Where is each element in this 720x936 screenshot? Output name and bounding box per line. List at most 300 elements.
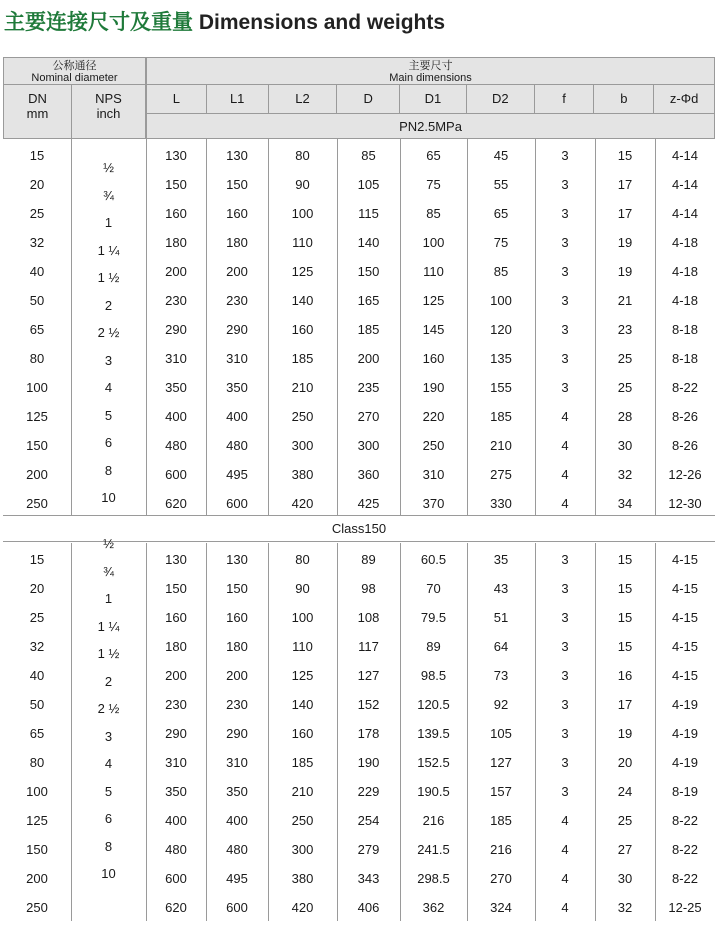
nominal-cn-label: 公称通径 bbox=[52, 60, 97, 72]
col-header-D: D bbox=[337, 85, 400, 113]
cell-z: 12-25 bbox=[668, 900, 702, 915]
cell-z: 8-22 bbox=[671, 871, 699, 886]
cell-D2: 45 bbox=[493, 148, 509, 163]
col-header-D2: D2 bbox=[467, 85, 535, 113]
cell-D: 235 bbox=[357, 380, 380, 395]
cell-L: 200 bbox=[165, 264, 187, 279]
cell-b: 25 bbox=[617, 351, 633, 366]
cell-f: 3 bbox=[561, 755, 569, 770]
cell-L: 600 bbox=[165, 871, 187, 886]
nps-cell: 1 ¼ bbox=[97, 618, 120, 634]
cell-L2: 90 bbox=[295, 177, 310, 192]
cell-L: 400 bbox=[165, 409, 187, 424]
cell-D: 165 bbox=[357, 293, 380, 308]
cell-D1: 89 bbox=[426, 639, 441, 654]
cell-L2: 420 bbox=[291, 900, 314, 915]
cell-D1: 190.5 bbox=[417, 784, 450, 799]
cell-L: 230 bbox=[165, 697, 187, 712]
dn-cell: 25 bbox=[29, 206, 45, 221]
nominal-diameter-header bbox=[3, 57, 146, 139]
cell-D1: 100 bbox=[422, 235, 445, 250]
cell-D: 152 bbox=[357, 697, 380, 712]
cell-D2: 64 bbox=[493, 639, 509, 654]
dn-cell: 65 bbox=[29, 322, 45, 337]
cell-L1: 200 bbox=[226, 668, 248, 683]
nps-cell: 5 bbox=[104, 407, 113, 423]
cell-b: 32 bbox=[617, 467, 633, 482]
nps-cell: 1 ¼ bbox=[97, 242, 120, 258]
cell-D1: 98.5 bbox=[420, 668, 447, 683]
cell-L2: 300 bbox=[291, 842, 314, 857]
cell-f: 3 bbox=[561, 264, 569, 279]
dn-cell: 15 bbox=[29, 552, 45, 567]
cell-z: 4-19 bbox=[671, 755, 699, 770]
cell-b: 17 bbox=[617, 177, 633, 192]
cell-b: 15 bbox=[617, 610, 633, 625]
dn-cell: 125 bbox=[26, 813, 48, 828]
cell-f: 3 bbox=[561, 351, 569, 366]
cell-L: 310 bbox=[165, 755, 187, 770]
cell-D: 127 bbox=[357, 668, 380, 683]
dn-cell: 80 bbox=[29, 755, 45, 770]
cell-b: 23 bbox=[617, 322, 633, 337]
table-row bbox=[3, 893, 715, 922]
cell-L2: 125 bbox=[291, 668, 314, 683]
cell-L2: 100 bbox=[291, 206, 314, 221]
col-header-L1: L1 bbox=[207, 85, 269, 113]
nps-cell: 1 ½ bbox=[97, 646, 120, 661]
cell-b: 19 bbox=[617, 264, 633, 279]
cell-L1: 230 bbox=[226, 697, 248, 712]
cell-z: 4-19 bbox=[671, 697, 699, 712]
cell-D2: 330 bbox=[490, 496, 512, 511]
cell-b: 30 bbox=[617, 871, 633, 886]
cell-L1: 350 bbox=[226, 784, 248, 799]
cell-L: 290 bbox=[165, 726, 187, 741]
cell-z: 4-18 bbox=[671, 293, 699, 308]
cell-f: 4 bbox=[561, 496, 569, 511]
dn-header: DN mm bbox=[4, 85, 72, 138]
column-headers bbox=[146, 85, 715, 114]
cell-D1: 75 bbox=[426, 177, 441, 192]
dn-cell: 50 bbox=[29, 293, 45, 308]
cell-D2: 155 bbox=[490, 380, 512, 395]
cell-D: 117 bbox=[358, 639, 379, 654]
cell-L1: 130 bbox=[226, 552, 248, 567]
cell-L1: 290 bbox=[226, 322, 248, 337]
cell-z: 4-15 bbox=[671, 581, 699, 596]
cell-f: 4 bbox=[561, 871, 569, 886]
cell-L1: 160 bbox=[226, 206, 248, 221]
cell-D1: 298.5 bbox=[417, 871, 450, 886]
nps-cell: 2 ½ bbox=[97, 701, 120, 716]
dn-cell: 32 bbox=[29, 639, 45, 654]
cell-D2: 275 bbox=[490, 467, 512, 482]
dn-cell: 50 bbox=[29, 697, 45, 712]
cell-z: 4-15 bbox=[671, 668, 699, 683]
cell-z: 4-15 bbox=[671, 552, 699, 567]
cell-f: 3 bbox=[561, 784, 569, 799]
cell-L2: 140 bbox=[291, 293, 314, 308]
cell-b: 24 bbox=[617, 784, 633, 799]
cell-L1: 600 bbox=[226, 900, 248, 915]
cell-L1: 130 bbox=[226, 148, 248, 163]
dn-cell: 125 bbox=[26, 409, 48, 424]
cell-L: 400 bbox=[165, 813, 187, 828]
cell-D2: 65 bbox=[493, 206, 509, 221]
cell-f: 3 bbox=[561, 726, 569, 741]
cell-D: 178 bbox=[357, 726, 380, 741]
cell-D: 98 bbox=[361, 581, 376, 596]
nps-cell: 10 bbox=[101, 490, 116, 505]
cell-L: 620 bbox=[165, 496, 187, 511]
cell-D1: 120.5 bbox=[417, 697, 450, 712]
nps-cell: 5 bbox=[104, 783, 113, 799]
cell-D1: 370 bbox=[422, 496, 445, 511]
cell-z: 4-14 bbox=[671, 148, 699, 163]
dn-cell: 200 bbox=[26, 467, 48, 482]
cell-D: 105 bbox=[357, 177, 380, 192]
cell-b: 19 bbox=[617, 726, 633, 741]
cell-L1: 400 bbox=[226, 813, 248, 828]
class150-table-body bbox=[3, 536, 715, 921]
cell-b: 25 bbox=[617, 813, 633, 828]
cell-f: 4 bbox=[561, 409, 569, 424]
cell-D2: 157 bbox=[490, 784, 512, 799]
cell-D1: 152.5 bbox=[417, 755, 450, 770]
cell-D1: 145 bbox=[422, 322, 445, 337]
cell-b: 25 bbox=[617, 380, 633, 395]
cell-b: 21 bbox=[617, 293, 633, 308]
cell-L1: 180 bbox=[226, 639, 248, 654]
cell-D1: 216 bbox=[422, 813, 445, 828]
cell-L1: 200 bbox=[226, 264, 248, 279]
cell-b: 17 bbox=[617, 697, 633, 712]
cell-L2: 210 bbox=[291, 380, 314, 395]
cell-L2: 140 bbox=[291, 697, 314, 712]
cell-D2: 120 bbox=[490, 322, 512, 337]
cell-L2: 380 bbox=[291, 871, 314, 886]
col-header-z: z-Φd bbox=[669, 91, 699, 106]
cell-b: 32 bbox=[617, 900, 633, 915]
cell-D: 200 bbox=[357, 351, 380, 366]
cell-f: 4 bbox=[561, 813, 569, 828]
cell-L2: 210 bbox=[291, 784, 314, 799]
cell-D: 425 bbox=[357, 496, 380, 511]
cell-b: 16 bbox=[617, 668, 633, 683]
nps-header: NPS inch bbox=[95, 91, 122, 121]
cell-D1: 220 bbox=[422, 409, 445, 424]
cell-z: 4-15 bbox=[671, 639, 699, 654]
cell-L: 350 bbox=[165, 784, 187, 799]
cell-D1: 310 bbox=[422, 467, 445, 482]
cell-L: 480 bbox=[165, 842, 187, 857]
dn-cell: 40 bbox=[29, 264, 45, 279]
cell-D1: 362 bbox=[422, 900, 445, 915]
col-header-f: f bbox=[535, 85, 595, 113]
dn-cell: 20 bbox=[29, 177, 45, 192]
nps-cell: 1 bbox=[104, 591, 113, 606]
cell-D1: 110 bbox=[423, 264, 444, 279]
dn-cell: 40 bbox=[29, 668, 45, 683]
nps-cell: 6 bbox=[104, 811, 113, 826]
cell-D2: 75 bbox=[493, 235, 509, 250]
cell-f: 4 bbox=[561, 842, 569, 857]
nps-cell: 2 bbox=[104, 297, 113, 313]
cell-D2: 135 bbox=[490, 351, 512, 366]
cell-f: 4 bbox=[561, 467, 569, 482]
cell-D2: 55 bbox=[493, 177, 509, 192]
cell-D: 254 bbox=[357, 813, 380, 828]
title-cn: 主要连接尺寸及重量 bbox=[4, 11, 193, 34]
main-cn-label: 主要尺寸 bbox=[408, 60, 453, 72]
dn-cell: 20 bbox=[29, 581, 45, 596]
cell-L1: 480 bbox=[226, 438, 248, 453]
cell-b: 30 bbox=[617, 438, 633, 453]
nps-cell: 1 ½ bbox=[97, 270, 120, 285]
cell-L1: 480 bbox=[226, 842, 248, 857]
cell-L: 310 bbox=[165, 351, 187, 366]
dn-cell: 150 bbox=[26, 438, 48, 453]
nps-cell: 4 bbox=[104, 380, 113, 395]
cell-D: 279 bbox=[357, 842, 380, 857]
dn-cell: 100 bbox=[26, 380, 48, 395]
cell-f: 3 bbox=[561, 610, 569, 625]
cell-b: 19 bbox=[617, 235, 633, 250]
cell-f: 3 bbox=[561, 697, 569, 712]
nps-cell: 2 ½ bbox=[97, 325, 120, 340]
cell-f: 4 bbox=[561, 438, 569, 453]
cell-L1: 310 bbox=[226, 755, 248, 770]
nps-cell: ½ bbox=[103, 160, 114, 175]
cell-L2: 125 bbox=[291, 264, 314, 279]
cell-z: 8-22 bbox=[671, 380, 699, 395]
cell-D2: 270 bbox=[490, 871, 512, 886]
cell-z: 8-22 bbox=[671, 813, 699, 828]
cell-L2: 250 bbox=[291, 409, 314, 424]
cell-D2: 51 bbox=[493, 610, 509, 625]
cell-z: 4-14 bbox=[671, 177, 699, 192]
cell-D2: 35 bbox=[493, 552, 509, 567]
cell-D2: 100 bbox=[490, 293, 512, 308]
cell-z: 4-14 bbox=[671, 206, 699, 221]
nps-cell: 3 bbox=[104, 728, 113, 744]
cell-z: 8-26 bbox=[671, 409, 699, 424]
cell-L: 130 bbox=[165, 148, 187, 163]
cell-L1: 495 bbox=[226, 871, 248, 886]
cell-L: 200 bbox=[165, 668, 187, 683]
cell-D1: 85 bbox=[426, 206, 441, 221]
cell-b: 28 bbox=[617, 409, 633, 424]
cell-z: 8-19 bbox=[671, 784, 699, 799]
cell-f: 3 bbox=[561, 293, 569, 308]
cell-L1: 150 bbox=[226, 177, 248, 192]
nps-cell: 6 bbox=[104, 435, 113, 450]
cell-z: 4-15 bbox=[671, 610, 699, 625]
nps-cell: 8 bbox=[104, 838, 113, 854]
cell-L1: 350 bbox=[226, 380, 248, 395]
pressure-class-label: PN2.5MPa bbox=[146, 114, 715, 139]
nps-cell: 1 bbox=[104, 215, 113, 230]
cell-z: 8-18 bbox=[671, 351, 699, 366]
cell-L1: 180 bbox=[226, 235, 248, 250]
main-dimensions-header bbox=[146, 57, 715, 139]
cell-z: 8-22 bbox=[671, 842, 699, 857]
dn-cell: 200 bbox=[26, 871, 48, 886]
cell-D: 89 bbox=[361, 552, 376, 567]
cell-z: 12-26 bbox=[668, 467, 702, 482]
cell-D2: 73 bbox=[493, 668, 509, 683]
cell-z: 4-18 bbox=[671, 235, 699, 250]
cell-D2: 185 bbox=[490, 409, 512, 424]
cell-D: 300 bbox=[357, 438, 380, 453]
cell-z: 8-26 bbox=[671, 438, 699, 453]
cell-L1: 400 bbox=[226, 409, 248, 424]
cell-L2: 420 bbox=[291, 496, 314, 511]
col-header-L: L bbox=[147, 85, 207, 113]
cell-D2: 105 bbox=[490, 726, 512, 741]
nps-cell: ¾ bbox=[103, 563, 114, 579]
divider bbox=[3, 515, 715, 516]
cell-D: 360 bbox=[357, 467, 380, 482]
cell-D: 406 bbox=[357, 900, 380, 915]
cell-f: 3 bbox=[561, 668, 569, 683]
cell-D1: 250 bbox=[422, 438, 445, 453]
class150-label: Class150 bbox=[331, 521, 387, 536]
cell-L2: 250 bbox=[291, 813, 314, 828]
cell-D2: 85 bbox=[493, 264, 509, 279]
cell-D: 85 bbox=[361, 148, 376, 163]
main-en-label: Main dimensions bbox=[389, 72, 472, 84]
cell-D1: 241.5 bbox=[417, 842, 450, 857]
cell-L: 150 bbox=[165, 177, 187, 192]
cell-D2: 210 bbox=[490, 438, 512, 453]
cell-b: 20 bbox=[617, 755, 633, 770]
cell-b: 15 bbox=[617, 581, 633, 596]
cell-L1: 150 bbox=[226, 581, 248, 596]
cell-f: 3 bbox=[561, 322, 569, 337]
cell-z: 4-19 bbox=[671, 726, 699, 741]
cell-L: 620 bbox=[165, 900, 187, 915]
cell-L: 230 bbox=[165, 293, 187, 308]
cell-L1: 230 bbox=[226, 293, 248, 308]
cell-D: 229 bbox=[357, 784, 380, 799]
cell-L: 180 bbox=[165, 235, 187, 250]
title-en: Dimensions and weights bbox=[198, 11, 446, 34]
cell-D: 270 bbox=[357, 409, 380, 424]
cell-L2: 185 bbox=[291, 755, 314, 770]
cell-L2: 110 bbox=[292, 639, 313, 654]
cell-D1: 125 bbox=[422, 293, 445, 308]
cell-D: 115 bbox=[358, 206, 379, 221]
cell-L2: 380 bbox=[291, 467, 314, 482]
cell-b: 27 bbox=[617, 842, 633, 857]
cell-f: 3 bbox=[561, 552, 569, 567]
nps-cell: ½ bbox=[103, 536, 114, 551]
cell-D2: 43 bbox=[493, 581, 509, 596]
cell-f: 3 bbox=[561, 581, 569, 596]
cell-D1: 190 bbox=[422, 380, 445, 395]
cell-D1: 60.5 bbox=[420, 552, 447, 567]
cell-D: 190 bbox=[357, 755, 380, 770]
cell-b: 15 bbox=[617, 148, 633, 163]
cell-L1: 600 bbox=[226, 496, 248, 511]
cell-L2: 110 bbox=[292, 235, 313, 250]
cell-L2: 90 bbox=[295, 581, 310, 596]
dn-cell: 65 bbox=[29, 726, 45, 741]
cell-L1: 290 bbox=[226, 726, 248, 741]
dn-cell: 250 bbox=[26, 496, 48, 511]
nominal-en-label: Nominal diameter bbox=[31, 72, 118, 84]
cell-z: 4-18 bbox=[671, 264, 699, 279]
cell-b: 15 bbox=[617, 552, 633, 567]
cell-L2: 80 bbox=[295, 552, 310, 567]
cell-D1: 139.5 bbox=[417, 726, 450, 741]
cell-L1: 310 bbox=[226, 351, 248, 366]
cell-D2: 92 bbox=[493, 697, 509, 712]
dn-cell: 100 bbox=[26, 784, 48, 799]
cell-L: 600 bbox=[165, 467, 187, 482]
cell-D: 343 bbox=[357, 871, 380, 886]
dn-cell: 25 bbox=[29, 610, 45, 625]
cell-z: 8-18 bbox=[671, 322, 699, 337]
cell-D1: 160 bbox=[422, 351, 445, 366]
cell-f: 3 bbox=[561, 177, 569, 192]
cell-D2: 185 bbox=[490, 813, 512, 828]
cell-D: 150 bbox=[357, 264, 380, 279]
cell-D: 108 bbox=[357, 610, 380, 625]
cell-L: 290 bbox=[165, 322, 187, 337]
nps-cell: 8 bbox=[104, 462, 113, 478]
cell-D1: 79.5 bbox=[420, 610, 447, 625]
cell-L2: 185 bbox=[291, 351, 314, 366]
cell-L2: 80 bbox=[295, 148, 310, 163]
cell-L1: 160 bbox=[226, 610, 248, 625]
cell-z: 12-30 bbox=[668, 496, 702, 511]
nps-cell: ¾ bbox=[103, 187, 114, 203]
cell-L: 480 bbox=[165, 438, 187, 453]
nps-cell: 10 bbox=[101, 866, 116, 881]
cell-D2: 127 bbox=[490, 755, 512, 770]
cell-L: 180 bbox=[165, 639, 187, 654]
cell-b: 15 bbox=[617, 639, 633, 654]
cell-L1: 495 bbox=[226, 467, 248, 482]
dn-cell: 32 bbox=[29, 235, 45, 250]
pn25-table-body bbox=[3, 139, 715, 515]
nps-cell: 3 bbox=[104, 352, 113, 368]
cell-L: 350 bbox=[165, 380, 187, 395]
nps-cell: 2 bbox=[104, 673, 113, 689]
dn-cell: 80 bbox=[29, 351, 45, 366]
cell-f: 3 bbox=[561, 380, 569, 395]
dn-cell: 15 bbox=[29, 148, 45, 163]
page-title bbox=[4, 4, 445, 42]
cell-L: 160 bbox=[165, 206, 187, 221]
cell-b: 17 bbox=[617, 206, 633, 221]
cell-b: 34 bbox=[617, 496, 633, 511]
col-header-b: b bbox=[594, 85, 654, 113]
cell-D1: 70 bbox=[426, 581, 441, 596]
nps-cell: 4 bbox=[104, 756, 113, 771]
cell-L2: 160 bbox=[291, 322, 314, 337]
cell-D2: 216 bbox=[490, 842, 512, 857]
cell-L: 130 bbox=[165, 552, 187, 567]
cell-D: 140 bbox=[357, 235, 380, 250]
cell-D: 185 bbox=[357, 322, 380, 337]
cell-f: 3 bbox=[561, 148, 569, 163]
cell-L2: 300 bbox=[291, 438, 314, 453]
cell-f: 3 bbox=[561, 235, 569, 250]
